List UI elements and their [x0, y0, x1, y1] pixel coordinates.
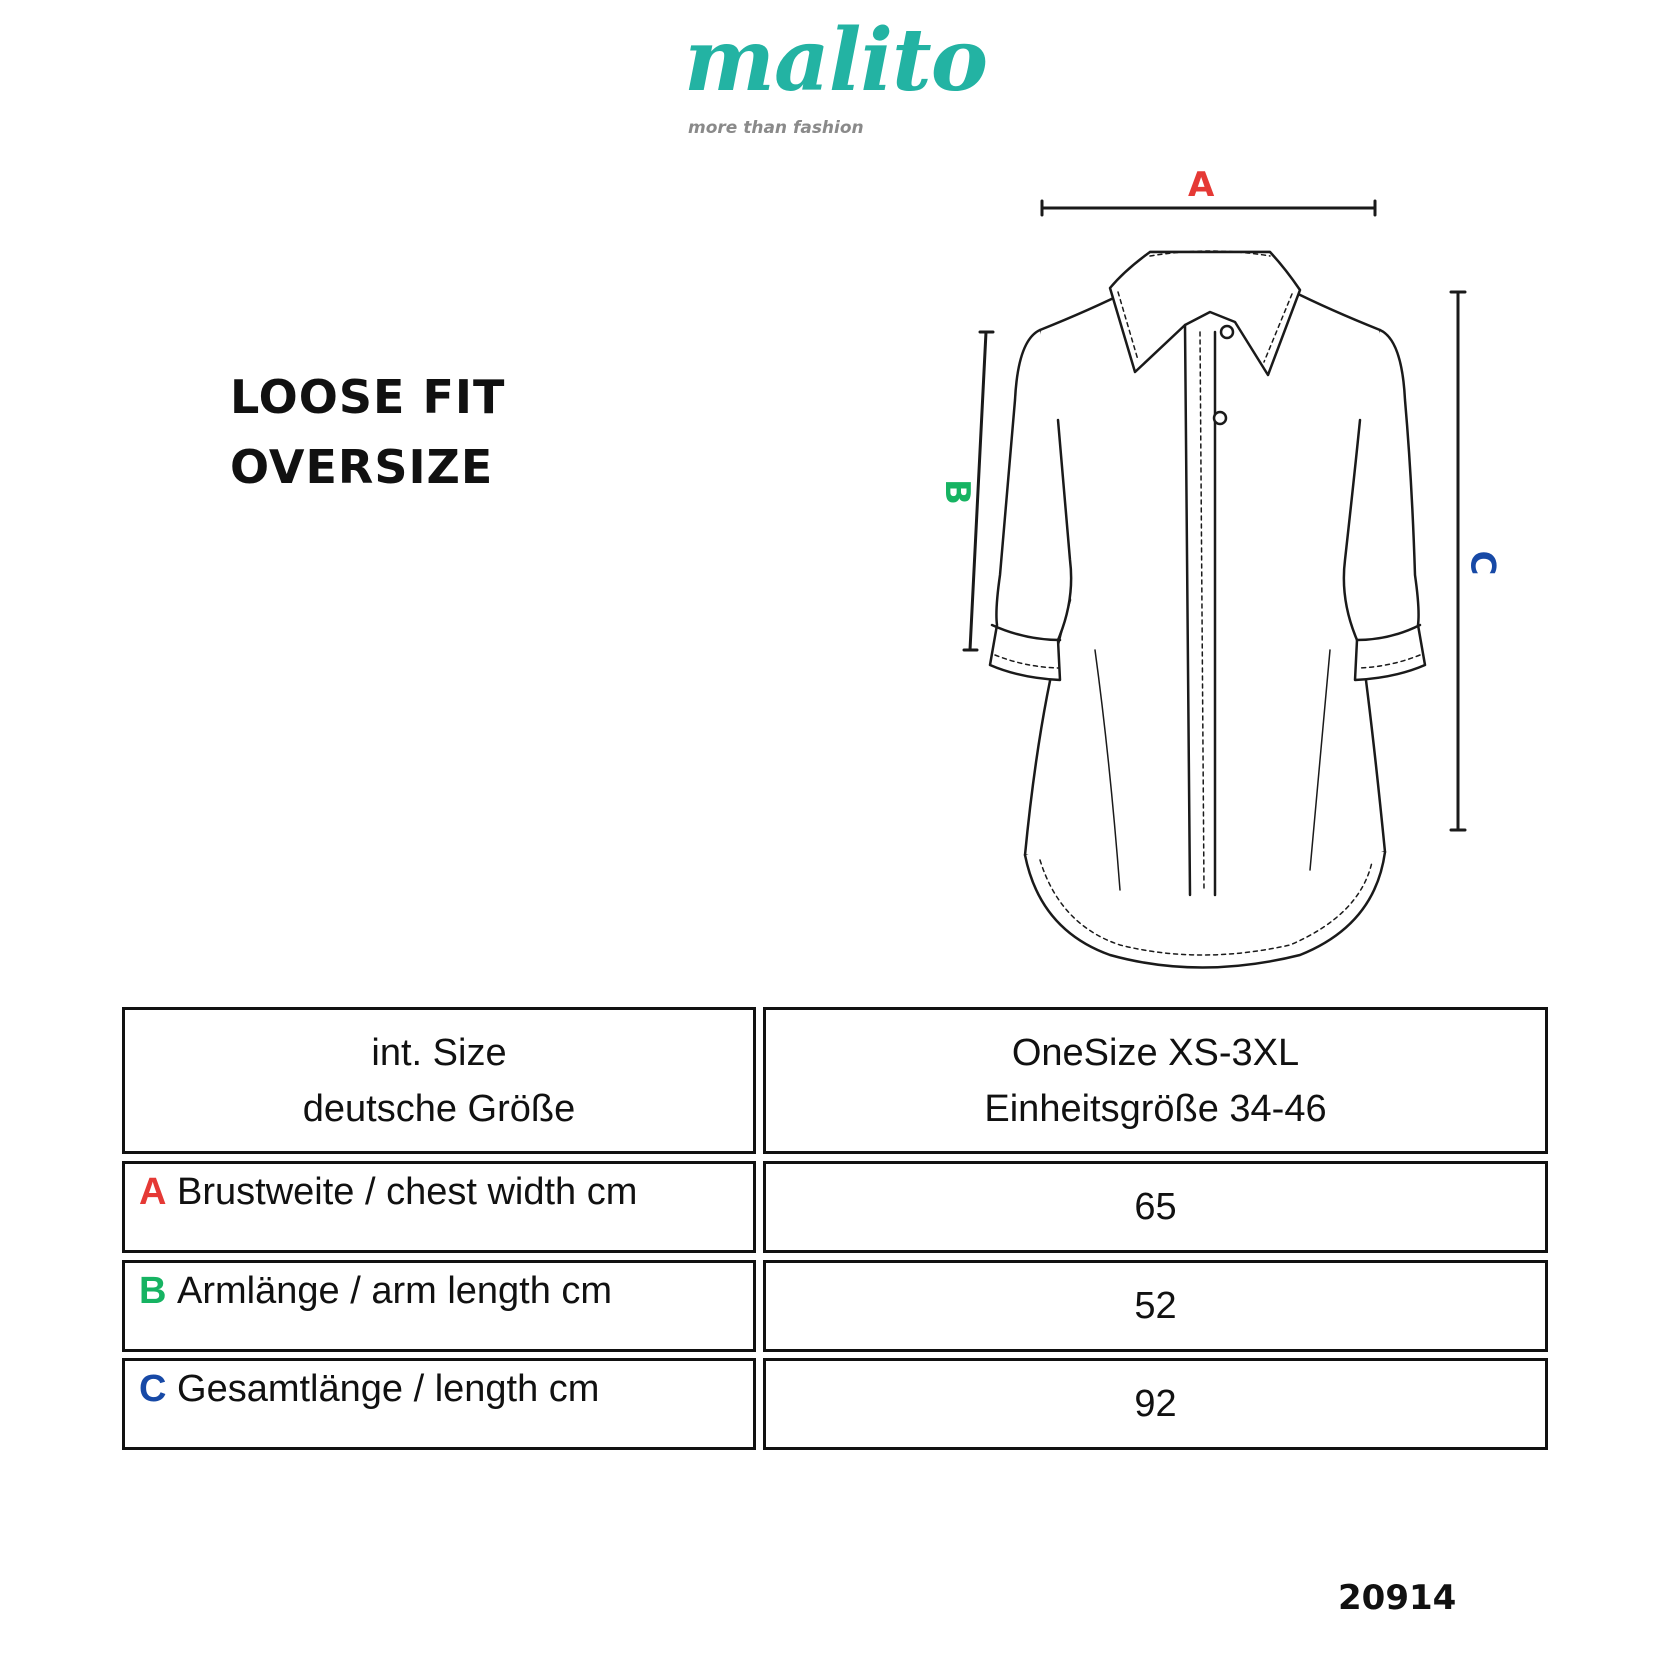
table-header-left: [122, 1007, 756, 1154]
shirt-illustration: [900, 150, 1520, 980]
article-number: 20914: [1338, 1578, 1457, 1618]
brand-logo: [684, 10, 988, 143]
logo-wordmark: malito: [684, 10, 988, 111]
row-letter-c: C: [139, 1368, 167, 1410]
header-onesize: OneSize XS-3XL: [1011, 1031, 1300, 1074]
fit-description: [230, 362, 505, 502]
row-letter-a: A: [139, 1171, 167, 1213]
shirt-body: [1025, 252, 1386, 890]
shirt-button-2: [1214, 412, 1226, 424]
row-label-length: Gesamtlänge / length cm: [177, 1368, 600, 1410]
row-letter-b: B: [139, 1270, 167, 1312]
logo-tagline: more than fashion: [688, 118, 864, 138]
table-row-c-label: [122, 1358, 756, 1450]
shirt-hem: [1025, 852, 1385, 968]
row-label-arm: Armlänge / arm length cm: [177, 1270, 613, 1312]
row-value-arm: 52: [1134, 1285, 1177, 1327]
header-int-size: int. Size: [371, 1031, 507, 1074]
fit-line-loose: LOOSE FIT: [230, 370, 506, 424]
measure-label-c: C: [1462, 550, 1503, 576]
header-german-size: deutsche Größe: [302, 1087, 576, 1130]
table-row-a-value: [763, 1161, 1548, 1253]
row-value-chest: 65: [1134, 1186, 1177, 1228]
fit-line-oversize: OVERSIZE: [230, 440, 494, 494]
table-row-b-value: [763, 1260, 1548, 1352]
table-row-b-label: [122, 1260, 756, 1352]
measure-label-a: A: [1188, 165, 1215, 205]
measure-label-b: B: [936, 479, 977, 505]
table-row-c-value: [763, 1358, 1548, 1450]
header-einheitsgroesse: Einheitsgröße 34-46: [984, 1087, 1327, 1130]
row-value-length: 92: [1134, 1383, 1177, 1425]
row-label-chest: Brustweite / chest width cm: [177, 1171, 638, 1213]
table-header-right: [763, 1007, 1548, 1154]
shirt-button-1: [1221, 326, 1233, 338]
table-row-a-label: [122, 1161, 756, 1253]
